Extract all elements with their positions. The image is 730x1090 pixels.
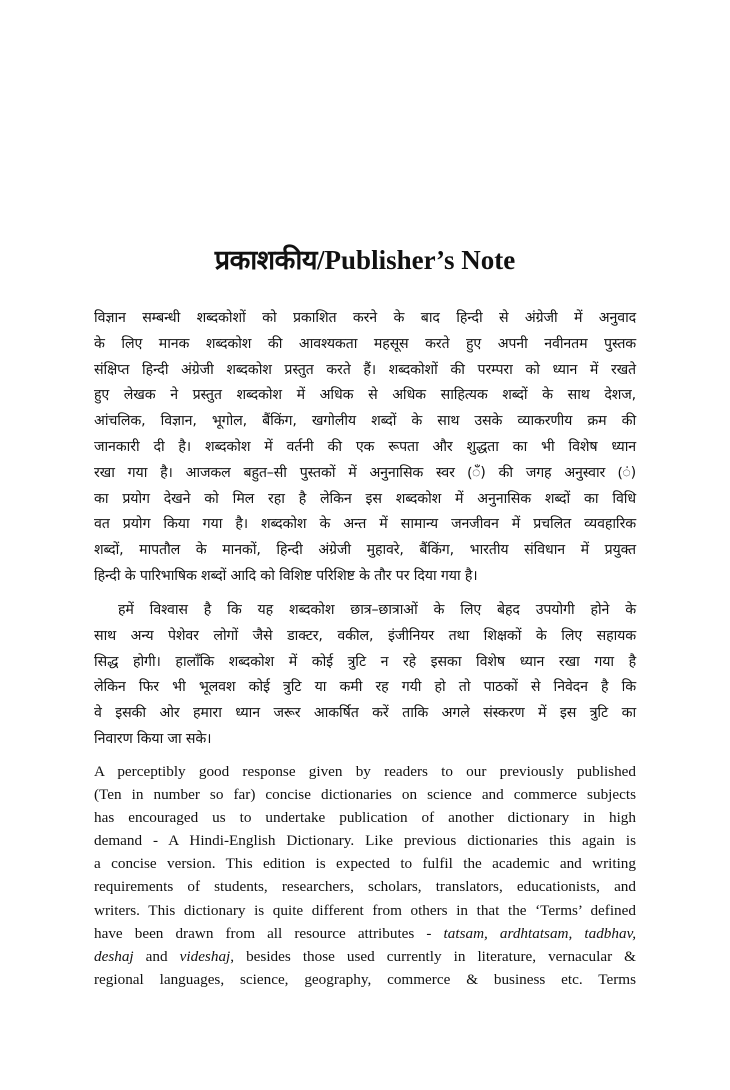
text-line: लेकिन फिर भी भूलवश कोई त्रुटि या कमी रह गयी हो तो पाठकों से निवेदन है कि <box>94 679 636 696</box>
text-line: रखा गया है। आजकल बहुत–सी पुस्तकों में अनुनासिक स्वर (ँ) की जगह अनुस्वार (ं) <box>94 464 636 481</box>
text-line: writers. This dictionary is quite different from others in that the ‘Terms’ defined <box>94 901 636 919</box>
italic-terms: tatsam, ardhtatsam, tadbhav, <box>443 924 636 942</box>
page-title <box>0 240 730 277</box>
text-line: demand - A Hindi-English Dictionary. Like previous dictionaries this again is <box>94 832 636 850</box>
text-run: have been drawn from all resource attributes - <box>94 924 444 942</box>
text-line: आंचलिक, विज्ञान, भूगोल, बैंकिंग, खगोलीय शब्दों के साथ उसके व्याकरणीय क्रम की <box>94 413 636 430</box>
text-line: संक्षिप्त हिन्दी अंग्रेजी शब्दकोश प्रस्तुत करते हैं। शब्दकोशों की परम्परा को ध्यान में रखते <box>94 361 636 378</box>
text-line: A perceptibly good response given by readers to our previously published <box>94 763 636 780</box>
text-line: सिद्ध होगी। हालाँकि शब्दकोश में कोई त्रुटि न रहे इसका विशेष ध्यान रखा गया है <box>94 653 636 670</box>
title-hindi: प्रकाशकीय <box>214 245 318 276</box>
text-line: हमें विश्वास है कि यह शब्दकोश छात्र–छात्राओं के लिए बेहद उपयोगी होने के <box>118 602 636 618</box>
text-line: शब्दों, मापतौल के मानकों, हिन्दी अंग्रेजी मुहावरे, बैंकिंग, भारतीय संविधान में प्रयुक्त <box>94 542 636 559</box>
text-line: हिन्दी के पारिभाषिक शब्दों आदि को विशिष्ट परिशिष्ट के तौर पर दिया गया है। <box>94 567 478 584</box>
text-line: requirements of students, researchers, scholars, translators, educationists, and <box>94 878 636 896</box>
italic-term: deshaj <box>94 947 134 965</box>
italic-term: videshaj <box>179 947 231 965</box>
english-paragraph <box>94 760 636 991</box>
text-line: विज्ञान सम्बन्धी शब्दकोशों को प्रकाशित करने के बाद हिन्दी से अंग्रेजी में अनुवाद <box>94 310 636 326</box>
title-english: /Publisher’s Note <box>317 245 516 275</box>
hindi-paragraph-2 <box>94 598 636 753</box>
text-line <box>94 945 636 968</box>
text-line: का प्रयोग देखने को मिल रहा है लेकिन इस शब्दकोश में अनुनासिक शब्दों का विधि <box>94 490 636 507</box>
text-line: has encouraged us to undertake publication of another dictionary in high <box>94 809 636 827</box>
text-line <box>94 922 636 945</box>
text-line: वे इसकी ओर हमारा ध्यान जरूर आकर्षित करें ताकि अगले संस्करण में इस त्रुटि का <box>94 705 636 722</box>
hindi-paragraph-1 <box>94 306 636 590</box>
text-line: हुए लेखक ने प्रस्तुत शब्दकोश में अधिक से अधिक साहित्यक शब्दों के साथ देशज, <box>94 387 636 404</box>
text-line: वत प्रयोग किया गया है। शब्दकोश के अन्त में सामान्य जनजीवन में प्रचलित व्यवहारिक <box>94 516 636 533</box>
text-line: निवारण किया जा सके। <box>94 730 212 747</box>
text-line: के लिए मानक शब्दकोश की आवश्यकता महसूस करते हुए अपनी नवीनतम पुस्तक <box>94 335 636 352</box>
text-run: , besides those used currently in literature, vernacular & <box>230 947 636 965</box>
text-line: जानकारी दी है। शब्दकोश में वर्तनी की एक रूपता और शुद्धता का भी विशेष ध्यान <box>94 438 636 455</box>
text-line: a concise version. This edition is expected to fulfil the academic and writing <box>94 855 636 873</box>
text-run: and <box>133 947 180 965</box>
text-line: साथ अन्य पेशेवर लोगों जैसे डाक्टर, वकील, इंजीनियर तथा शिक्षकों के लिए सहायक <box>94 627 636 644</box>
text-line: (Ten in number so far) concise dictionaries on science and commerce subjects <box>94 786 636 804</box>
text-line: regional languages, science, geography, commerce & business etc. Terms <box>94 970 636 988</box>
